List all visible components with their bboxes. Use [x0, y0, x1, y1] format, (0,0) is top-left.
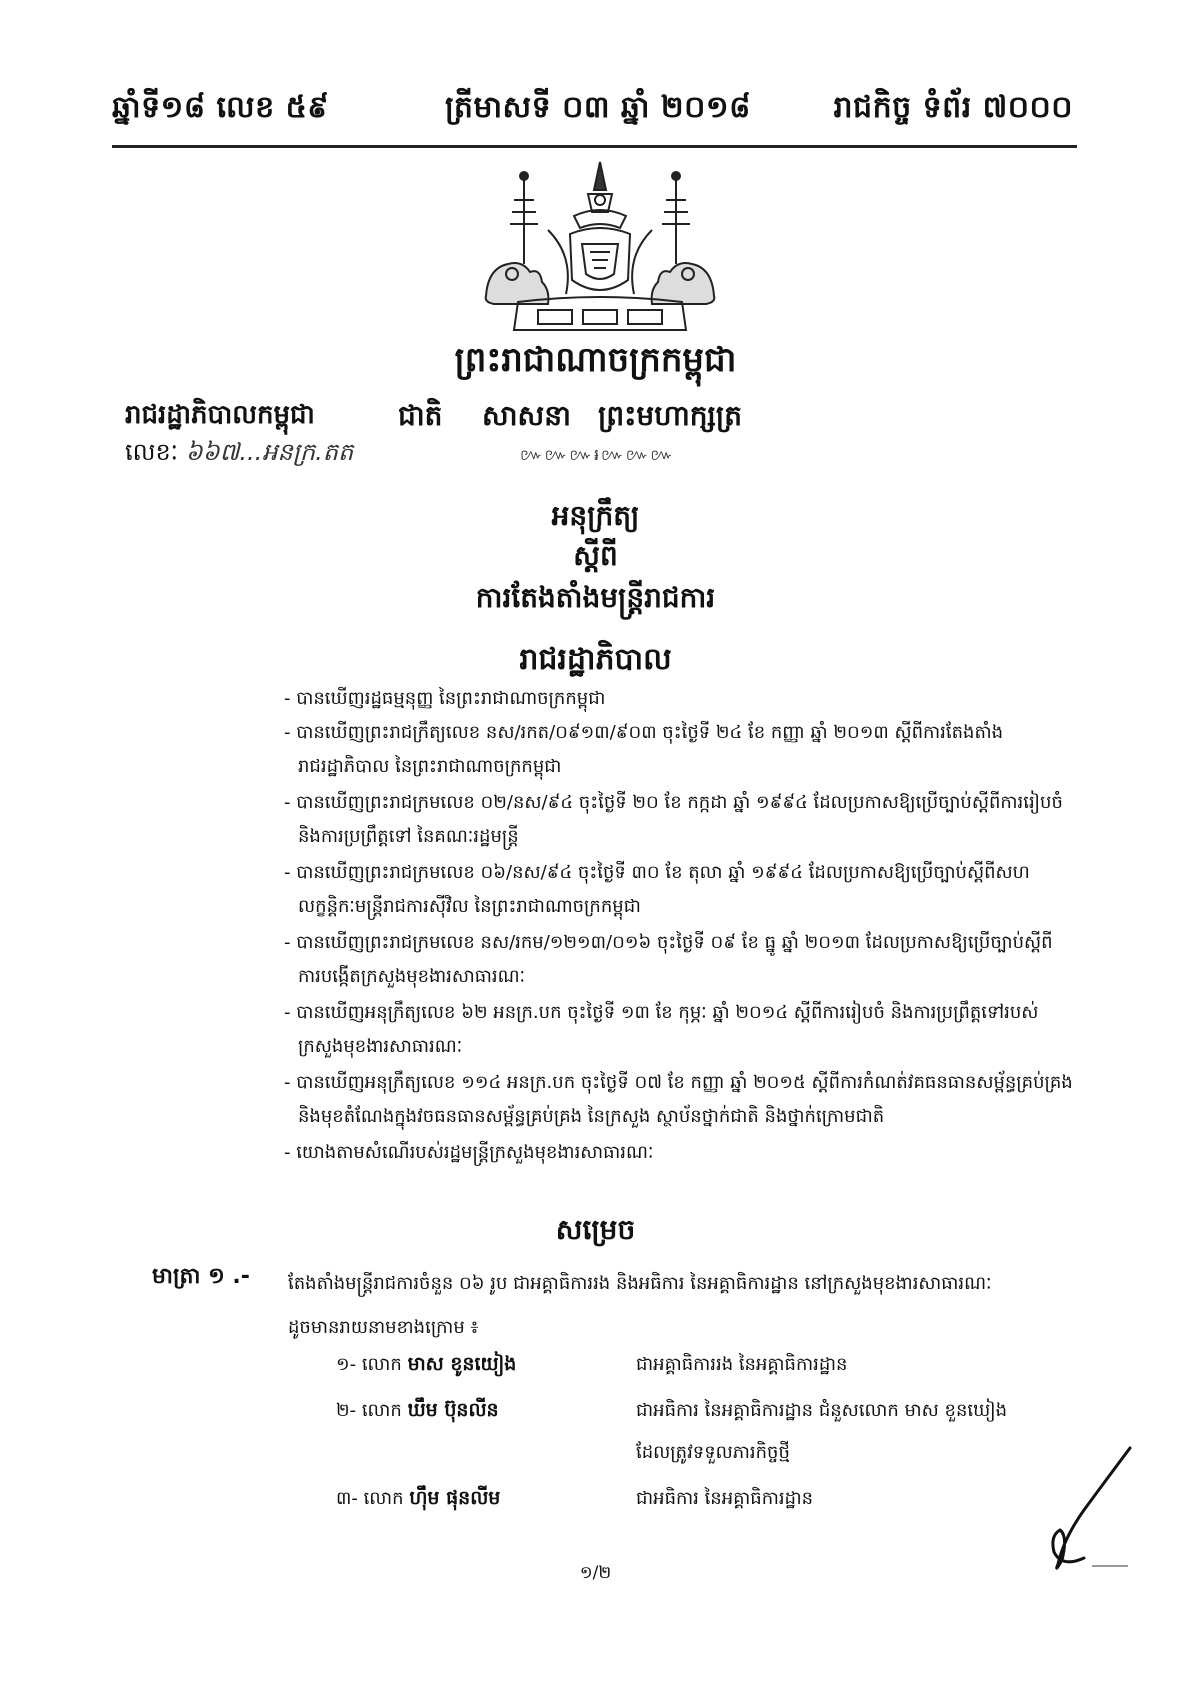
- decision-heading: សម្រេច: [555, 1213, 636, 1246]
- article-body: តែងតាំងមន្ត្រីរាជការចំនួន ០៦ រូប ជាអគ្គាធិការរង និងអធិការ នៃអគ្គាធិការដ្ឋាន នៅក្រសួងមុខងារសាធារណៈ ដូចមានរាយនាមខាងក្រោម ៖: [288, 1273, 992, 1338]
- kingdom-title: ព្រះរាជាណាចក្រកម្ពុជា: [454, 340, 737, 380]
- document-subject: ការតែងតាំងមន្ត្រីរាជការ: [475, 581, 716, 614]
- appointee-2-role: ជាអធិការ នៃអគ្គាធិការដ្ឋាន ជំនួសលោក មាស ខួនឃៀង: [636, 1400, 1008, 1421]
- appointee-3-role: ជាអធិការ នៃអគ្គាធិការដ្ឋាន: [636, 1488, 814, 1509]
- motto-religion: សាសនា: [482, 399, 571, 432]
- gazette-quarter: ត្រីមាសទី ០៣ ឆ្នាំ ២០១៨: [445, 90, 751, 125]
- government-name: រាជរដ្ឋាភិបាលកម្ពុជា: [125, 400, 315, 430]
- title-about: ស្តីពី: [573, 539, 618, 572]
- reference-item: - បានឃើញព្រះរាជក្រមលេខ ០២/នស/៩៤ ចុះថ្ងៃទី ២០ ខែ កក្កដា ឆ្នាំ ១៩៩៤ ដែលប្រកាសឱ្យប្រើច្បាប់ស្តីពីការរៀបចំ និងការប្រព្រឹត្តទៅ នៃគណៈរដ្ឋមន្ត្រី: [284, 792, 1063, 847]
- ornamental-divider: ៚៚៚៛៚៚៚: [520, 445, 676, 464]
- handwritten-initial: [1010, 1440, 1150, 1580]
- royal-emblem: [478, 160, 723, 340]
- reference-item: - យោងតាមសំណើរបស់រដ្ឋមន្ត្រីក្រសួងមុខងារសាធារណៈ: [284, 1142, 654, 1163]
- reference-item: - បានឃើញអនុក្រឹត្យលេខ ៦២ អនក្រ.បក ចុះថ្ងៃទី ១៣ ខែ កុម្ភៈ ឆ្នាំ ២០១៤ ស្តីពីការរៀបចំ និងការប្រព្រឹត្តទៅរបស់ ក្រសួងមុខងារសាធារណៈ: [284, 1002, 1039, 1057]
- reference-label: លេខៈ: [125, 438, 179, 466]
- appointee-2-role-cont: ដែលត្រូវទទួលភារកិច្ចថ្មី: [636, 1442, 790, 1463]
- reference-item: - បានឃើញអនុក្រឹត្យលេខ ១១៤ អនក្រ.បក ចុះថ្ងៃទី ០៧ ខែ កញ្ញា ឆ្នាំ ២០១៥ ស្តីពីការកំណត់វគធនធានសម្ព័ន្ធគ្រប់គ្រង និងមុខតំណែងក្នុងវចធនធានសម្ព័ន្ធគ្រប់គ្រង នៃក្រសួង ស្ថាប័នថ្នាក់ជាតិ និងថ្នាក់ក្រោមជាតិ: [284, 1072, 1073, 1127]
- header-rule: [112, 145, 1077, 148]
- reference-item: - បានឃើញព្រះរាជក្រឹត្យលេខ នស/រកត/០៩១៣/៩០៣ ចុះថ្ងៃទី ២៤ ខែ កញ្ញា ឆ្នាំ ២០១៣ ស្តីពីការតែងតាំង រាជរដ្ឋាភិបាល នៃព្រះរាជាណាចក្រកម្ពុជា: [284, 722, 1004, 777]
- reference-item: - បានឃើញព្រះរាជក្រមលេខ នស/រកម/១២១៣/០១៦ ចុះថ្ងៃទី ០៩ ខែ ធ្នូ ឆ្នាំ ២០១៣ ដែលប្រកាសឱ្យប្រើច្បាប់ស្តីពី ការបង្កើតក្រសួងមុខងារសាធារណៈ: [284, 932, 1053, 987]
- reference-handwritten: ៦៦៧...អនក្រ.តត: [185, 438, 354, 466]
- appointee-2-name: ២- លោក ឃឹម ប៊ុនលីន: [336, 1399, 499, 1421]
- document-type: អនុក្រឹត្យ: [551, 499, 640, 532]
- reference-number: [125, 437, 353, 472]
- motto-king: ព្រះមហាក្សត្រ: [598, 399, 742, 432]
- motto-nation: ជាតិ: [398, 399, 443, 432]
- issuing-body: រាជរដ្ឋាភិបាល: [519, 642, 672, 677]
- appointee-3-name: ៣- លោក ហ៊ឹម ផុនលីម: [336, 1487, 501, 1509]
- reference-item: - បានឃើញព្រះរាជក្រមលេខ ០៦/នស/៩៤ ចុះថ្ងៃទី ៣០ ខែ តុលា ឆ្នាំ ១៩៩៤ ដែលប្រកាសឱ្យប្រើច្បាប់ស្តីពីសហ លក្ខន្តិកៈមន្ត្រីរាជការស៊ីវិល នៃព្រះរាជាណាចក្រកម្ពុជា: [284, 862, 1030, 917]
- article-label: មាត្រា ១ .-: [152, 1264, 250, 1289]
- gazette-issue: ឆ្នាំទី១៨ លេខ ៥៩: [112, 90, 330, 125]
- appointee-1-name: ១- លោក មាស ខូនយៀង: [336, 1353, 517, 1375]
- page-number: ១/២: [579, 1563, 612, 1583]
- appointee-1-role: ជាអគ្គាធិការរង នៃអគ្គាធិការដ្ឋាន: [636, 1354, 848, 1375]
- reference-item: - បានឃើញរដ្ឋធម្មនុញ្ញ នៃព្រះរាជាណាចក្រកម្ពុជា: [284, 688, 606, 709]
- gazette-page: រាជកិច្ច ទំព័រ ៧០០០: [833, 90, 1073, 125]
